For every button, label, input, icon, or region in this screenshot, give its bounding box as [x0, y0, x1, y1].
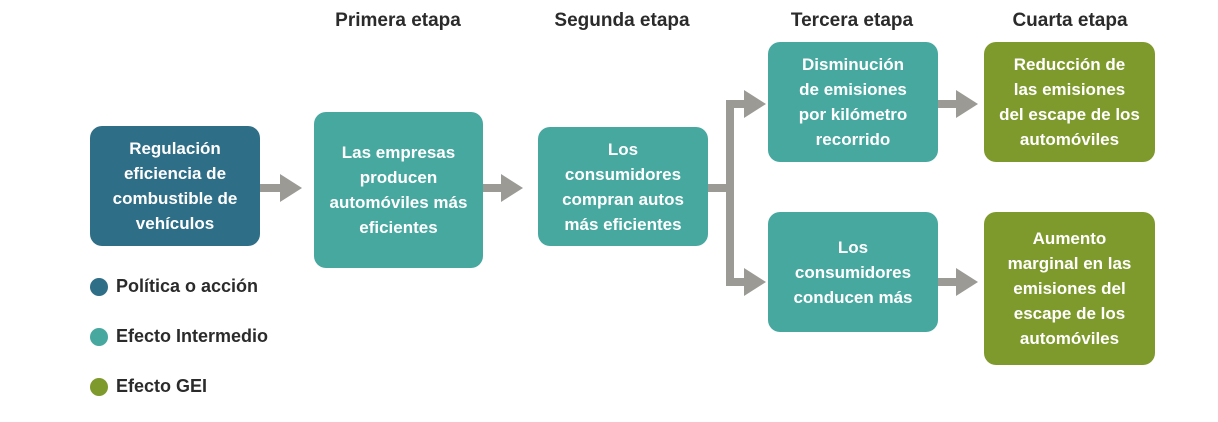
node-exhaust-reduction-text: Reducción de las emisiones del escape de los automóviles — [999, 55, 1140, 149]
arrowhead-drive-to-increase — [956, 268, 978, 296]
legend-policy-swatch — [90, 278, 108, 296]
node-emissions-per-km-text: Disminución de emisiones por kilómetro recorrido — [798, 55, 908, 149]
stage-header-third: Tercera etapa — [790, 10, 914, 31]
arrow-to-emissions-per-km — [726, 100, 746, 108]
arrow-emissions-to-reduction — [938, 100, 958, 108]
arrow-drive-to-increase — [938, 278, 958, 286]
node-consumers-buy-text: Los consumidores compran autos más eficientes — [562, 139, 684, 234]
node-emissions-per-km — [768, 42, 938, 162]
legend-ghg — [90, 376, 207, 397]
legend-ghg-label: Efecto GEI — [116, 376, 208, 396]
arrow-regulation-to-companies — [260, 184, 282, 192]
legend-policy-label: Política o acción — [116, 276, 259, 296]
node-regulation-text: Regulación eficiencia de combustible de vehículos — [112, 139, 238, 233]
legend-intermediate — [90, 326, 268, 347]
node-companies — [314, 112, 483, 268]
arrow-companies-to-consumers — [483, 184, 503, 192]
node-consumers-drive-text: Los consumidores conducen más — [793, 237, 913, 307]
legend-policy — [90, 276, 258, 297]
arrowhead-to-emissions-per-km — [744, 90, 766, 118]
node-marginal-increase — [984, 212, 1155, 365]
node-regulation — [90, 126, 260, 246]
arrow-to-consumers-drive — [726, 278, 746, 286]
node-consumers-buy — [538, 127, 708, 246]
node-consumers-drive — [768, 212, 938, 332]
legend-intermediate-swatch — [90, 328, 108, 346]
arrow-split-vertical — [726, 100, 734, 286]
arrowhead-to-consumers-drive — [744, 268, 766, 296]
stage-header-fourth: Cuarta etapa — [1012, 10, 1128, 31]
node-marginal-increase-text: Aumento marginal en las emisiones del escape de los automóviles — [1007, 229, 1132, 348]
stage-header-first: Primera etapa — [335, 10, 461, 31]
arrowhead-companies-to-consumers — [501, 174, 523, 202]
arrowhead-emissions-to-reduction — [956, 90, 978, 118]
arrowhead-regulation-to-companies — [280, 174, 302, 202]
legend-ghg-swatch — [90, 378, 108, 396]
stage-header-second: Segunda etapa — [554, 10, 690, 31]
node-companies-text: Las empresas producen automóviles más eficientes — [329, 143, 468, 237]
node-exhaust-reduction — [984, 42, 1155, 162]
legend-intermediate-label: Efecto Intermedio — [116, 326, 269, 346]
